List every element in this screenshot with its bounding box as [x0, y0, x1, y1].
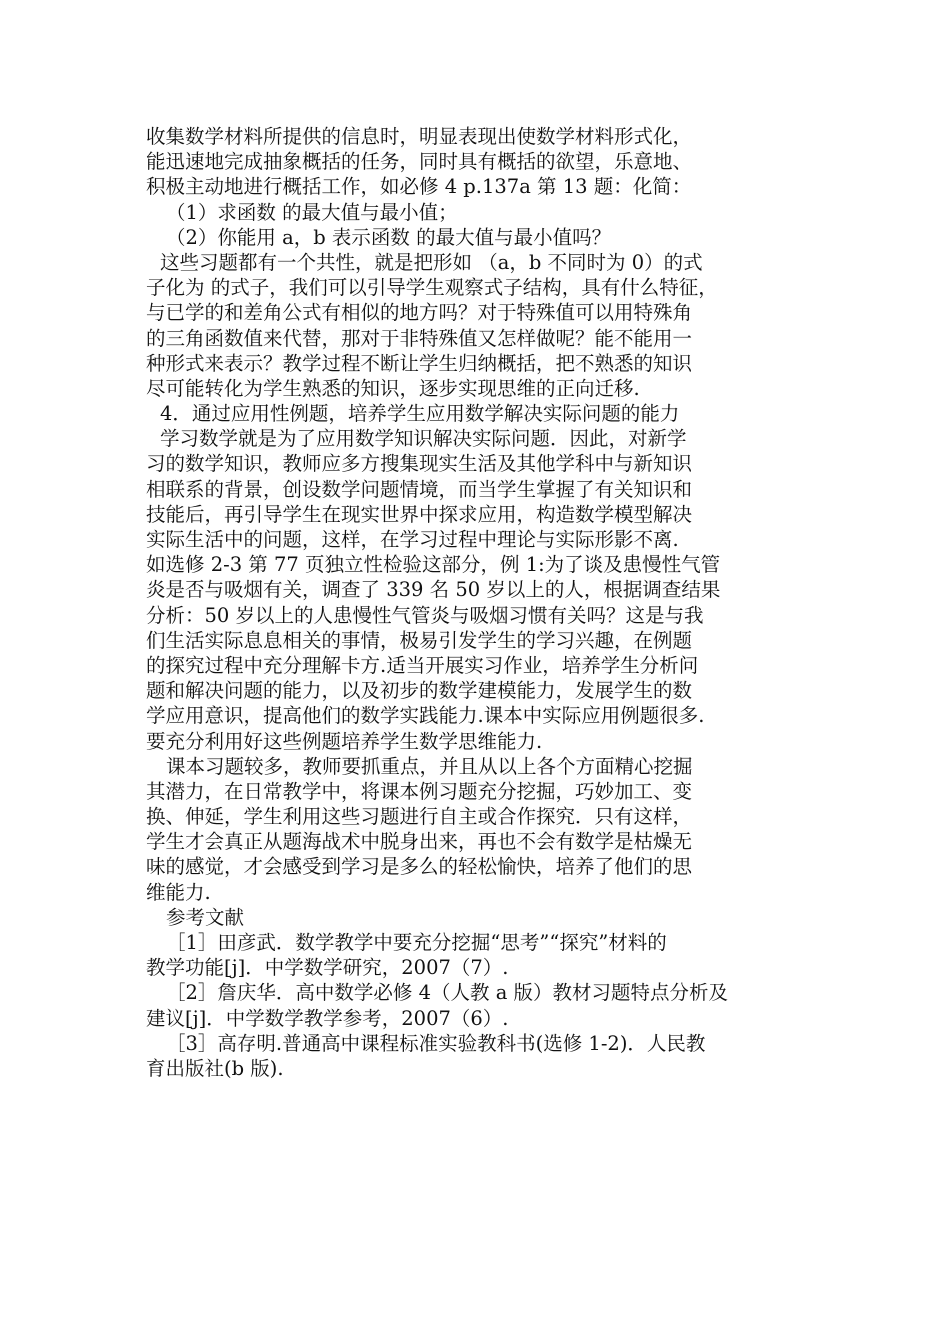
- text-line: 积极主动地进行概括工作，如必修 4 p.137a 第 13 题：化简：: [146, 175, 692, 199]
- text-line: 们生活实际息息相关的事情，极易引发学生的学习兴趣，在例题: [146, 628, 693, 652]
- text-line: 其潜力，在日常教学中，将课本例习题充分挖掘，巧妙加工、变: [146, 779, 693, 803]
- text-line: 换、伸延，学生利用这些习题进行自主或合作探究．只有这样，: [146, 805, 693, 829]
- text-line: 尽可能转化为学生熟悉的知识，逐步实现思维的正向迁移.: [146, 376, 640, 400]
- text-line: （1）求函数 的最大值与最小值；: [166, 200, 458, 224]
- text-line: 味的感觉，才会感受到学习是多么的轻松愉快，培养了他们的思: [146, 855, 693, 879]
- text-line: 收集数学材料所提供的信息时，明显表现出使数学材料形式化，: [146, 125, 693, 148]
- text-line: 的探究过程中充分理解卡方.适当开展实习作业，培养学生分析问: [146, 653, 699, 677]
- text-line: 习的数学知识，教师应多方搜集现实生活及其他学科中与新知识: [146, 452, 693, 476]
- text-line: 建议[j]．中学数学教学参考，2007（6）.: [146, 1006, 509, 1030]
- text-line: 学生才会真正从题海战术中脱身出来，再也不会有数学是枯燥无: [146, 830, 693, 854]
- text-line: ［3］高存明.普通高中课程标准实验教科书(选修 1-2)．人民教: [166, 1031, 706, 1055]
- text-line: 分析：50 岁以上的人患慢性气管炎与吸烟习惯有关吗？这是与我: [146, 603, 704, 627]
- text-line: 相联系的背景，创设数学问题情境，而当学生掌握了有关知识和: [146, 477, 693, 501]
- text-line: ［1］田彦武．数学教学中要充分挖掘“思考”“探究”材料的: [166, 931, 667, 954]
- text-line: 维能力.: [146, 880, 211, 904]
- text-line: 要充分利用好这些例题培养学生数学思维能力.: [146, 729, 543, 753]
- text-line: 课本习题较多，教师要抓重点，并且从以上各个方面精心挖掘: [166, 754, 693, 778]
- text-line: （2）你能用 a，b 表示函数 的最大值与最小值吗？: [166, 225, 612, 249]
- text-line: 教学功能[j]．中学数学研究，2007（7）.: [146, 956, 509, 980]
- text-line: ［2］詹庆华．高中数学必修 4（人教 a 版）教材习题特点分析及: [166, 981, 729, 1005]
- text-line: 能迅速地完成抽象概括的任务，同时具有概括的欲望，乐意地、: [146, 150, 693, 174]
- text-line: 子化为 的式子，我们可以引导学生观察式子结构，具有什么特征，: [146, 276, 718, 300]
- text-line: 与已学的和差角公式有相似的地方吗？对于特殊值可以用特殊角: [146, 301, 693, 325]
- text-line: 育出版社(b 版).: [146, 1056, 284, 1080]
- text-line: 实际生活中的问题，这样，在学习过程中理论与实际形影不离.: [146, 528, 679, 551]
- text-line: 学习数学就是为了应用数学知识解决实际问题．因此，对新学: [160, 427, 687, 451]
- text-line: 参考文献: [166, 905, 245, 929]
- text-line: 种形式来表示？教学过程不断让学生归纳概括，把不熟悉的知识: [146, 351, 693, 375]
- text-line: 学应用意识，提高他们的数学实践能力.课本中实际应用例题很多.: [146, 704, 705, 728]
- text-line: 技能后，再引导学生在现实世界中探求应用，构造数学模型解决: [146, 502, 693, 526]
- text-line: 炎是否与吸烟有关，调查了 339 名 50 岁以上的人，根据调查结果: [146, 578, 721, 602]
- text-line: 这些习题都有一个共性，就是把形如 （a，b 不同时为 0）的式: [160, 250, 703, 274]
- text-line: 4．通过应用性例题，培养学生应用数学解决实际问题的能力: [160, 402, 680, 426]
- text-line: 如选修 2-3 第 77 页独立性检验这部分，例 1:为了谈及患慢性气管: [146, 553, 721, 577]
- text-line: 的三角函数值来代替，那对于非特殊值又怎样做呢？能不能用一: [146, 326, 693, 350]
- text-line: 题和解决问题的能力，以及初步的数学建模能力，发展学生的数: [146, 679, 693, 703]
- document-body: [146, 124, 806, 1081]
